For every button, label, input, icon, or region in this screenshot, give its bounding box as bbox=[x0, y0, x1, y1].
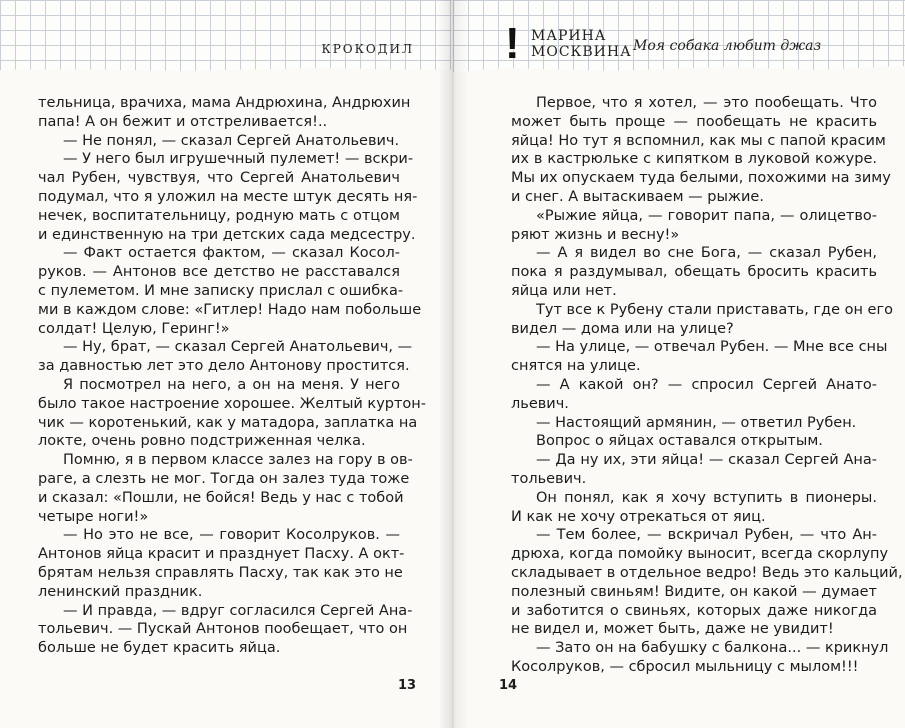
text-line: Мы их опускаем туда белыми, похожими на зиму bbox=[511, 170, 891, 187]
text-line: локте, очень ровно подстриженная челка. bbox=[38, 433, 366, 450]
left-page-text bbox=[38, 94, 427, 658]
text-line: снятся на улице. bbox=[511, 358, 641, 375]
text-line: Он понял, как я хочу вступить в пионеры. bbox=[536, 489, 877, 506]
page-number-right: 14 bbox=[499, 678, 518, 693]
text-line: и сказал: «Пошли, не бойся! Ведь у нас с тобой bbox=[38, 489, 404, 506]
text-line: нечек, воспитательницу, родную мать с отцом bbox=[38, 207, 400, 224]
text-line: «Рыжие яйца, — говорит папа, — олицетво- bbox=[536, 207, 877, 224]
text-line: льевич. bbox=[511, 395, 569, 412]
text-line: солдат! Целую, Геринг!» bbox=[38, 320, 230, 337]
text-line: — Факт остается фактом, — сказал Косол- bbox=[63, 245, 400, 262]
text-line: — Настоящий армянин, — ответил Рубен. bbox=[536, 414, 857, 431]
text-line: тольевич. bbox=[511, 470, 587, 487]
text-line: ряют жизнь и весну!» bbox=[511, 226, 680, 243]
text-line: четыре ноги!» bbox=[38, 508, 149, 525]
text-line: брятам нельзя справлять Пасху, так как это не bbox=[38, 564, 403, 581]
text-line: за давностью лет это дело Антонову простится. bbox=[38, 358, 410, 375]
text-line: не видел и, может быть, даже не увидит! bbox=[511, 621, 834, 638]
text-line: — Ну, брат, — сказал Сергей Анатольевич, — bbox=[63, 339, 413, 356]
book-title: Моя собака любит джаз bbox=[633, 38, 822, 54]
text-line: их в кастрюльке с кипятком в луковой кожуре. bbox=[511, 151, 877, 168]
text-line: Вопрос о яйцах оставался открытым. bbox=[536, 433, 823, 450]
text-line: — Тем более, — вскричал Рубен, — что Ан- bbox=[536, 527, 877, 544]
text-line: подумал, что я уложил на месте штук десять ня- bbox=[38, 188, 418, 205]
text-line: яйца или нет. bbox=[511, 282, 617, 299]
text-line: складывает в отдельное ведро! Ведь это кальций, bbox=[511, 564, 903, 581]
running-head: КРОКОДИЛ bbox=[321, 42, 414, 56]
left-page bbox=[0, 0, 452, 728]
text-line: — Но это не все, — говорит Косолруков. — bbox=[63, 527, 400, 544]
text-line: и единственную на три детских сада медсестру. bbox=[38, 226, 416, 243]
text-line: — И правда, — вдруг согласился Сергей Ана- bbox=[63, 602, 413, 619]
right-grid-header bbox=[453, 0, 905, 72]
text-line: ленинский праздник. bbox=[38, 583, 203, 600]
text-line: раге, а слезть не мог. Тогда он залез туда тоже bbox=[38, 470, 410, 487]
text-line: тельница, врачиха, мама Андрюхина, Андрюхин bbox=[38, 95, 411, 111]
text-line: тольевич. — Пускай Антонов пообещает, что он bbox=[38, 621, 408, 638]
text-line: — Не понял, — сказал Сергей Анатольевич. bbox=[63, 132, 400, 149]
text-line: — Да ну их, эти яйца! — сказал Сергей Ана- bbox=[536, 452, 877, 469]
text-line: дрюха, когда помойку выносит, всегда скорлупу bbox=[511, 546, 889, 563]
text-line: Косолруков, — сбросил мыльницу с мылом!!! bbox=[511, 658, 859, 675]
text-line: Тут все к Рубену стали приставать, где он его bbox=[536, 301, 893, 318]
text-line: — А какой он? — спросил Сергей Анато- bbox=[536, 376, 877, 393]
text-line: яйца! Но тут я вспомнил, как мы с папой красим bbox=[511, 132, 886, 149]
text-line: Первое, что я хотел, — это пообещать. Что bbox=[536, 95, 877, 111]
text-line: с пулеметом. И мне записку прислал с ошибка- bbox=[38, 282, 404, 299]
text-line: полезный свиньям! Видите, он какой — думает bbox=[511, 583, 877, 600]
text-line: — А я видел во сне Бога, — сказал Рубен, bbox=[536, 245, 877, 262]
right-page-text bbox=[511, 94, 903, 677]
author-last-name: МОСКВИНА bbox=[531, 44, 632, 60]
text-line: пока я раздумывал, обещать бросить красить bbox=[511, 264, 877, 281]
text-line: — У него был игрушечный пулемет! — вскри- bbox=[63, 151, 414, 168]
page-number-left: 13 bbox=[398, 678, 417, 693]
left-grid-header bbox=[0, 0, 452, 72]
right-page bbox=[453, 0, 905, 728]
text-line: было такое настроение хорошее. Желтый куртон- bbox=[38, 395, 427, 412]
text-line: И как не хочу отрекаться от яиц. bbox=[511, 508, 766, 525]
text-line: видел — дома или на улице? bbox=[511, 320, 734, 337]
text-line: может быть проще — пообещать не красить bbox=[511, 113, 877, 130]
text-line: ми в каждом слове: «Гитлер! Надо нам побольше bbox=[38, 301, 422, 318]
exclamation-logo: ! bbox=[505, 19, 520, 68]
text-line: — Зато он на бабушку с балкона... — крикнул bbox=[536, 640, 889, 657]
text-line: чик — коротенький, как у матадора, заплатка на bbox=[38, 414, 418, 431]
text-line: и снег. А вытаскиваем — рыжие. bbox=[511, 188, 764, 205]
text-line: Я посмотрел на него, а он на меня. У него bbox=[63, 376, 400, 393]
text-line: и заботится о свиньях, которых даже никогда bbox=[511, 602, 877, 619]
text-line: Антонов яйца красит и празднует Пасху. А окт- bbox=[38, 546, 405, 563]
text-line: руков. — Антонов все детство не расставался bbox=[38, 264, 400, 281]
text-line: Помню, я в первом классе залез на гору в ов- bbox=[63, 452, 413, 469]
author-first-name: МАРИНА bbox=[531, 28, 607, 44]
text-line: чал Рубен, чувствуя, что Сергей Анатольевич bbox=[38, 170, 400, 187]
text-line: папа! А он бежит и отстреливается!.. bbox=[38, 113, 328, 130]
text-line: больше не будет красить яйца. bbox=[38, 640, 281, 657]
text-line: — На улице, — отвечал Рубен. — Мне все сны bbox=[536, 339, 888, 356]
